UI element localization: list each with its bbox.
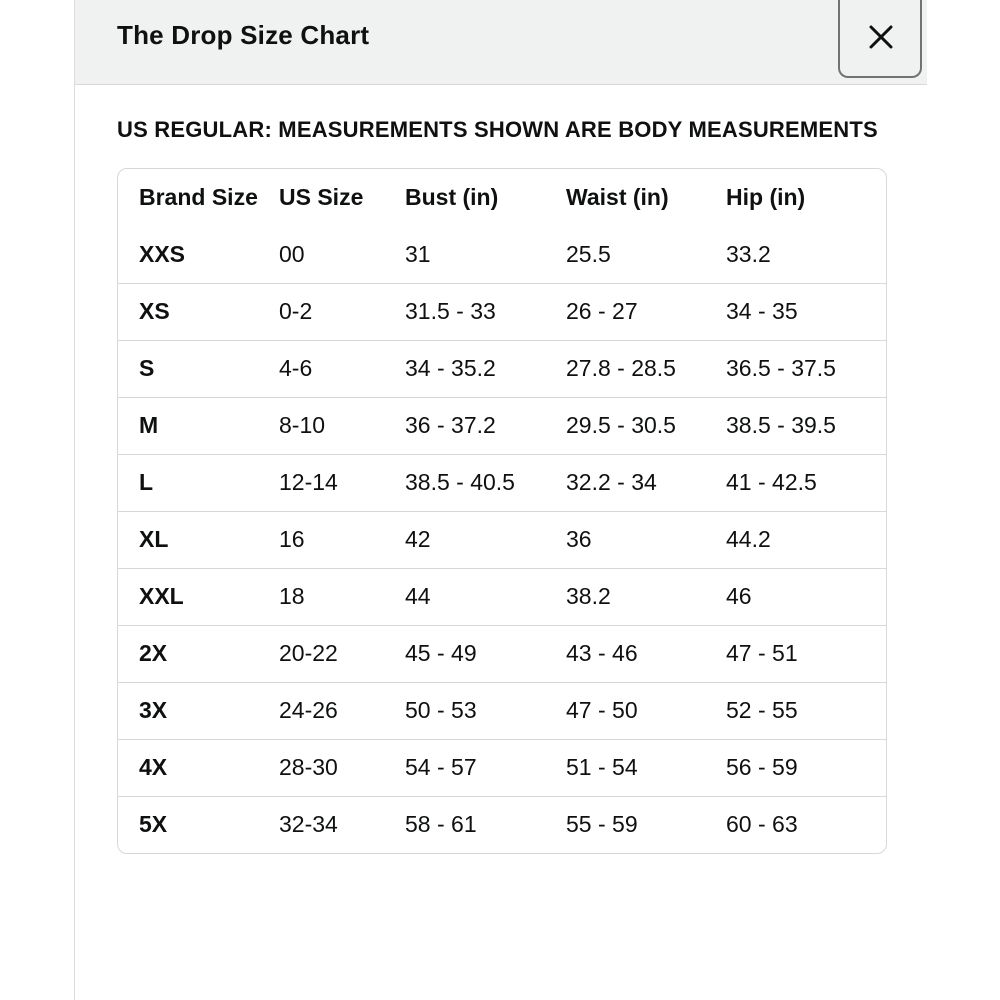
brand-size-cell: M [118,397,279,454]
bust-cell: 42 [405,511,566,568]
table-header-row [118,169,887,226]
us-size-cell: 12-14 [279,454,405,511]
table-row [118,340,887,397]
bust-cell: 31 [405,240,431,267]
table-row [118,568,887,625]
column-header-us-size: US Size [279,184,364,210]
brand-size-cell: XS [118,283,279,340]
table-row [118,397,887,454]
close-button[interactable] [838,0,922,78]
size-table [118,169,887,853]
bust-cell: 50 - 53 [405,682,566,739]
bust-cell: 44 [405,568,566,625]
bust-cell: 36 - 37.2 [405,397,566,454]
us-size-cell: 00 [279,240,305,267]
brand-size-cell: 2X [118,625,279,682]
size-chart-panel [74,0,927,1000]
column-header-brand-size: Brand Size [139,184,258,210]
panel-title: The Drop Size Chart [117,20,370,50]
us-size-cell: 20-22 [279,625,405,682]
table-row [118,283,887,340]
waist-cell: 36 [566,511,726,568]
column-header-waist: Waist (in) [566,184,669,210]
table-row [118,511,887,568]
waist-cell: 32.2 - 34 [566,454,726,511]
table-row [118,226,887,283]
waist-cell: 43 - 46 [566,625,726,682]
brand-size-cell: 4X [118,739,279,796]
hip-cell: 56 - 59 [726,739,887,796]
waist-cell: 47 - 50 [566,682,726,739]
waist-cell: 26 - 27 [566,283,726,340]
table-body [118,226,887,853]
waist-cell: 29.5 - 30.5 [566,397,726,454]
hip-cell: 47 - 51 [726,625,887,682]
hip-cell: 36.5 - 37.5 [726,340,887,397]
hip-cell: 41 - 42.5 [726,454,887,511]
bust-cell: 34 - 35.2 [405,340,566,397]
bust-cell: 38.5 - 40.5 [405,454,566,511]
measurement-note: US REGULAR: MEASUREMENTS SHOWN ARE BODY MEASUREMENTS [117,117,878,142]
us-size-cell: 0-2 [279,283,405,340]
us-size-cell: 24-26 [279,682,405,739]
hip-cell: 46 [726,568,887,625]
table-row [118,739,887,796]
bust-cell: 54 - 57 [405,739,566,796]
brand-size-cell: 3X [118,682,279,739]
panel-header [75,0,927,85]
waist-cell: 38.2 [566,568,726,625]
hip-cell: 52 - 55 [726,682,887,739]
table-row [118,796,887,853]
brand-size-cell: S [118,340,279,397]
us-size-cell: 8-10 [279,397,405,454]
brand-size-cell: L [118,454,279,511]
close-icon [869,25,893,49]
waist-cell: 55 - 59 [566,796,726,853]
us-size-cell: 16 [279,511,405,568]
waist-cell: 51 - 54 [566,739,726,796]
bust-cell: 31.5 - 33 [405,283,566,340]
size-table-container [117,168,887,854]
waist-cell: 27.8 - 28.5 [566,340,726,397]
bust-cell: 58 - 61 [405,796,566,853]
hip-cell: 34 - 35 [726,283,887,340]
us-size-cell: 4-6 [279,340,405,397]
column-header-bust: Bust (in) [405,184,499,210]
us-size-cell: 28-30 [279,739,405,796]
hip-cell: 38.5 - 39.5 [726,397,887,454]
waist-cell: 25.5 [566,240,611,267]
brand-size-cell: XXL [118,568,279,625]
us-size-cell: 32-34 [279,796,405,853]
table-row [118,454,887,511]
table-row [118,625,887,682]
bust-cell: 45 - 49 [405,625,566,682]
table-row [118,682,887,739]
column-header-hip: Hip (in) [726,184,806,210]
hip-cell: 44.2 [726,511,887,568]
hip-cell: 33.2 [726,240,771,267]
brand-size-cell: 5X [118,796,279,853]
brand-size-cell: XXS [139,240,186,267]
hip-cell: 60 - 63 [726,796,887,853]
brand-size-cell: XL [118,511,279,568]
us-size-cell: 18 [279,568,405,625]
